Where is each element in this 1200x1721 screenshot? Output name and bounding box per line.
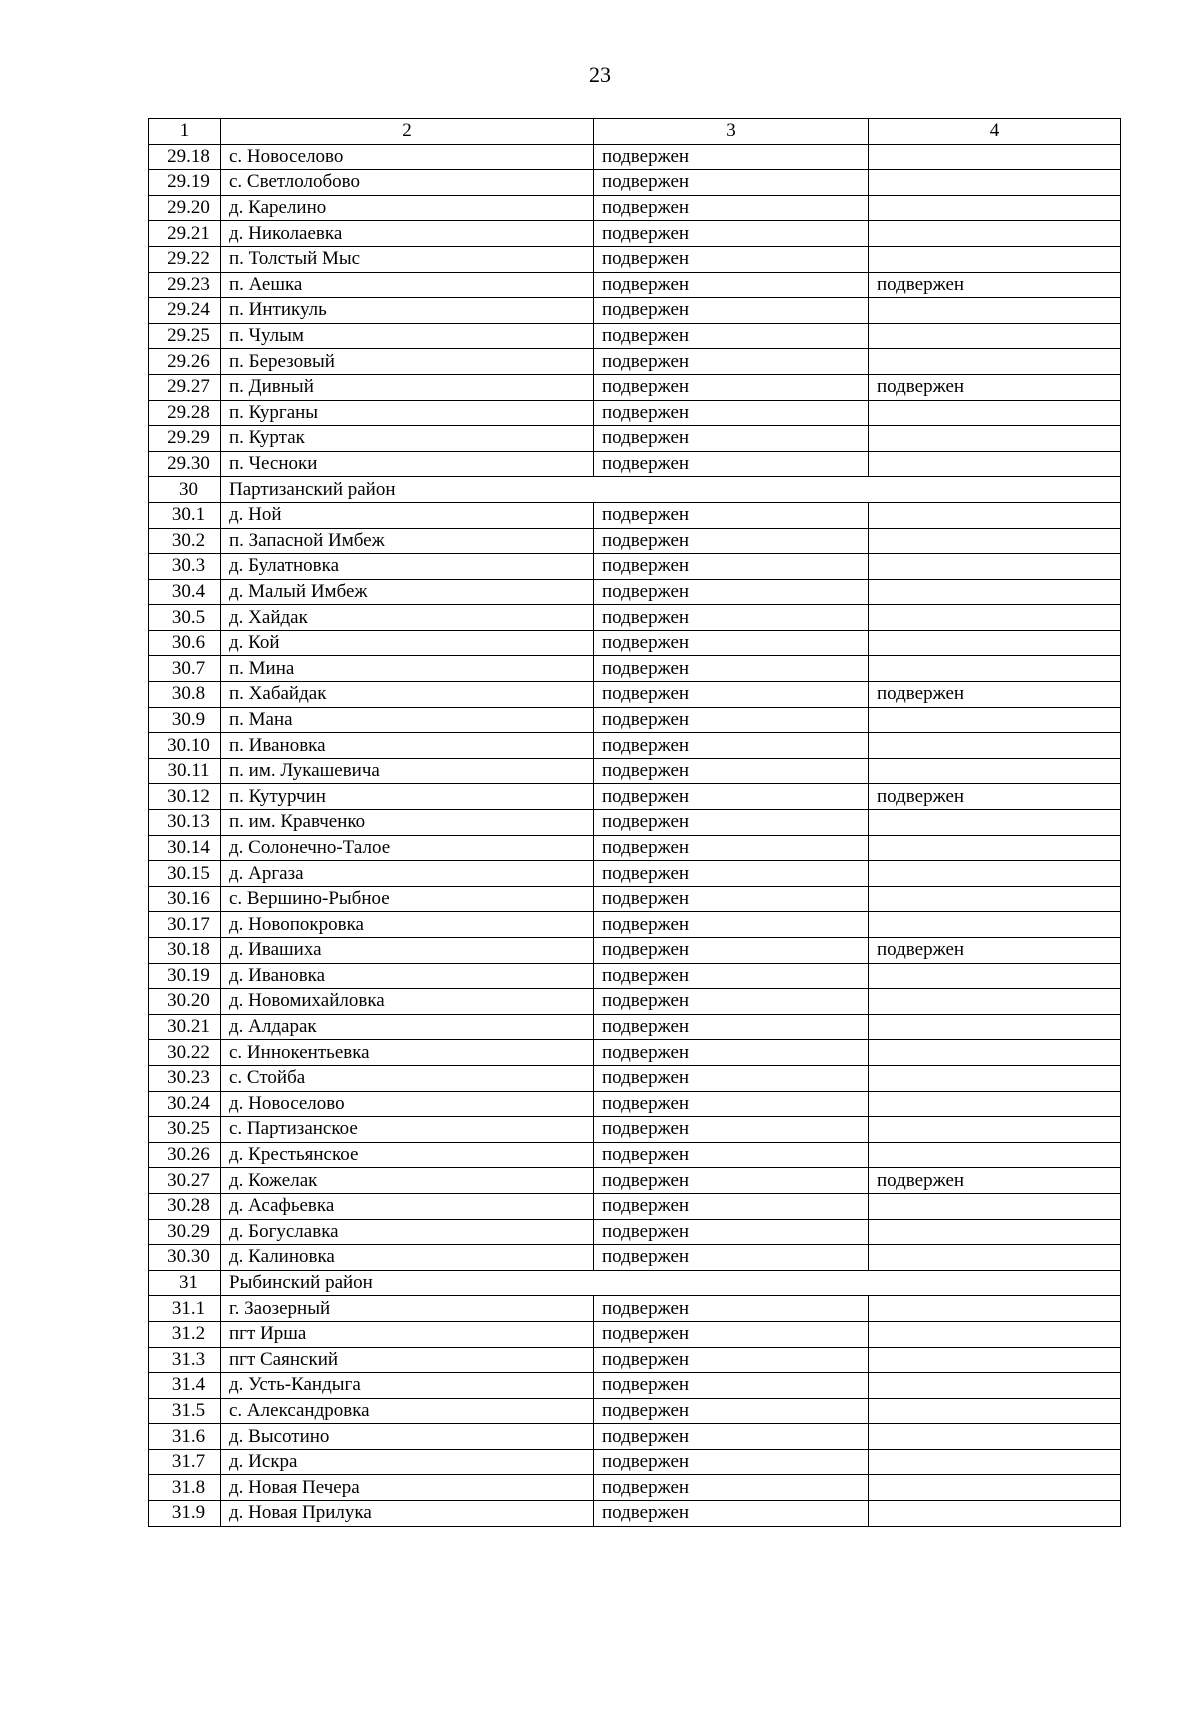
table-header-row	[149, 119, 1121, 145]
row-number: 30.25	[149, 1117, 221, 1143]
column-3-value: подвержен	[594, 144, 869, 170]
settlement-name: с. Иннокентьевка	[221, 1040, 594, 1066]
row-number: 30.2	[149, 528, 221, 554]
row-number: 31.1	[149, 1296, 221, 1322]
settlement-name: д. Крестьянское	[221, 1142, 594, 1168]
settlement-name: д. Ивашиха	[221, 938, 594, 964]
header-cell-3: 3	[594, 119, 869, 145]
row-number: 30.16	[149, 886, 221, 912]
column-4-value	[869, 323, 1121, 349]
settlement-name: д. Солонечно-Талое	[221, 835, 594, 861]
settlement-name: д. Усть-Кандыга	[221, 1373, 594, 1399]
column-4-value	[869, 733, 1121, 759]
column-4-value	[869, 1193, 1121, 1219]
table-row	[149, 554, 1121, 580]
settlement-name: д. Искра	[221, 1449, 594, 1475]
table-row	[149, 1373, 1121, 1399]
table-row	[149, 1168, 1121, 1194]
settlement-name: д. Хайдак	[221, 605, 594, 631]
column-3-value: подвержен	[594, 1245, 869, 1271]
table-row	[149, 1193, 1121, 1219]
settlement-name: п. им. Лукашевича	[221, 758, 594, 784]
settlement-name: д. Кой	[221, 630, 594, 656]
table-row	[149, 1091, 1121, 1117]
row-number: 29.24	[149, 298, 221, 324]
row-number: 29.25	[149, 323, 221, 349]
row-number: 30.12	[149, 784, 221, 810]
column-4-value	[869, 144, 1121, 170]
table-row	[149, 528, 1121, 554]
table-row	[149, 784, 1121, 810]
row-number: 29.18	[149, 144, 221, 170]
column-3-value: подвержен	[594, 1168, 869, 1194]
settlement-name: д. Асафьевка	[221, 1193, 594, 1219]
settlement-name: д. Калиновка	[221, 1245, 594, 1271]
settlement-name: п. Интикуль	[221, 298, 594, 324]
column-3-value: подвержен	[594, 1347, 869, 1373]
table-row	[149, 1142, 1121, 1168]
table-row	[149, 810, 1121, 836]
table-row	[149, 1475, 1121, 1501]
table-body	[149, 119, 1121, 1527]
row-number: 30.30	[149, 1245, 221, 1271]
table-row	[149, 400, 1121, 426]
column-3-value: подвержен	[594, 605, 869, 631]
column-4-value	[869, 912, 1121, 938]
column-3-value: подвержен	[594, 1501, 869, 1527]
table-row	[149, 272, 1121, 298]
column-4-value	[869, 579, 1121, 605]
section-title: Рыбинский район	[221, 1270, 1121, 1296]
column-4-value	[869, 1373, 1121, 1399]
column-4-value	[869, 963, 1121, 989]
row-number: 30.19	[149, 963, 221, 989]
row-number: 29.30	[149, 451, 221, 477]
settlement-name: с. Вершино-Рыбное	[221, 886, 594, 912]
table-row	[149, 1398, 1121, 1424]
settlement-name: п. Хабайдак	[221, 682, 594, 708]
column-4-value	[869, 1091, 1121, 1117]
column-4-value	[869, 1117, 1121, 1143]
table-row	[149, 246, 1121, 272]
table-row	[149, 323, 1121, 349]
column-4-value	[869, 861, 1121, 887]
table-row	[149, 170, 1121, 196]
column-3-value: подвержен	[594, 374, 869, 400]
settlement-name: д. Высотино	[221, 1424, 594, 1450]
column-4-value: подвержен	[869, 272, 1121, 298]
settlement-name: п. Ивановка	[221, 733, 594, 759]
column-3-value: подвержен	[594, 1321, 869, 1347]
settlements-table	[148, 118, 1121, 1527]
row-number: 30.13	[149, 810, 221, 836]
row-number: 29.22	[149, 246, 221, 272]
column-4-value	[869, 451, 1121, 477]
column-3-value: подвержен	[594, 938, 869, 964]
section-number: 30	[149, 477, 221, 503]
header-cell-4: 4	[869, 119, 1121, 145]
table-row	[149, 656, 1121, 682]
column-4-value	[869, 989, 1121, 1015]
column-3-value: подвержен	[594, 1117, 869, 1143]
settlement-name: д. Новая Печера	[221, 1475, 594, 1501]
row-number: 30.1	[149, 502, 221, 528]
table-row	[149, 1501, 1121, 1527]
settlement-name: п. им. Кравченко	[221, 810, 594, 836]
row-number: 30.4	[149, 579, 221, 605]
column-3-value: подвержен	[594, 502, 869, 528]
column-4-value	[869, 1245, 1121, 1271]
row-number: 30.11	[149, 758, 221, 784]
column-3-value: подвержен	[594, 963, 869, 989]
column-4-value	[869, 1040, 1121, 1066]
row-number: 31.2	[149, 1321, 221, 1347]
column-3-value: подвержен	[594, 272, 869, 298]
row-number: 31.3	[149, 1347, 221, 1373]
column-4-value	[869, 1475, 1121, 1501]
column-3-value: подвержен	[594, 835, 869, 861]
settlement-name: п. Березовый	[221, 349, 594, 375]
settlement-name: пгт Ирша	[221, 1321, 594, 1347]
column-3-value: подвержен	[594, 861, 869, 887]
row-number: 30.28	[149, 1193, 221, 1219]
section-row	[149, 477, 1121, 503]
settlement-name: д. Алдарак	[221, 1014, 594, 1040]
column-4-value	[869, 400, 1121, 426]
row-number: 30.27	[149, 1168, 221, 1194]
row-number: 29.20	[149, 195, 221, 221]
settlement-name: п. Дивный	[221, 374, 594, 400]
column-4-value	[869, 221, 1121, 247]
settlement-name: п. Чесноки	[221, 451, 594, 477]
column-4-value	[869, 1142, 1121, 1168]
table-row	[149, 451, 1121, 477]
column-3-value: подвержен	[594, 886, 869, 912]
column-4-value	[869, 426, 1121, 452]
column-4-value: подвержен	[869, 784, 1121, 810]
settlement-name: с. Стойба	[221, 1065, 594, 1091]
column-3-value: подвержен	[594, 554, 869, 580]
column-4-value: подвержен	[869, 374, 1121, 400]
settlement-name: п. Курганы	[221, 400, 594, 426]
row-number: 30.21	[149, 1014, 221, 1040]
table-row	[149, 1117, 1121, 1143]
column-3-value: подвержен	[594, 1219, 869, 1245]
column-3-value: подвержен	[594, 1142, 869, 1168]
table-row	[149, 221, 1121, 247]
column-4-value	[869, 1014, 1121, 1040]
table-row	[149, 195, 1121, 221]
table-row	[149, 1424, 1121, 1450]
row-number: 30.9	[149, 707, 221, 733]
row-number: 30.23	[149, 1065, 221, 1091]
row-number: 29.27	[149, 374, 221, 400]
table-row	[149, 835, 1121, 861]
page-number: 23	[589, 62, 611, 87]
column-3-value: подвержен	[594, 707, 869, 733]
column-3-value: подвержен	[594, 528, 869, 554]
column-3-value: подвержен	[594, 170, 869, 196]
column-3-value: подвержен	[594, 1091, 869, 1117]
section-row	[149, 1270, 1121, 1296]
row-number: 29.28	[149, 400, 221, 426]
row-number: 31.8	[149, 1475, 221, 1501]
row-number: 30.10	[149, 733, 221, 759]
table-row	[149, 963, 1121, 989]
column-4-value	[869, 758, 1121, 784]
row-number: 29.19	[149, 170, 221, 196]
section-number: 31	[149, 1270, 221, 1296]
settlement-name: п. Запасной Имбеж	[221, 528, 594, 554]
column-3-value: подвержен	[594, 682, 869, 708]
table-row	[149, 682, 1121, 708]
settlement-name: д. Малый Имбеж	[221, 579, 594, 605]
row-number: 30.8	[149, 682, 221, 708]
settlement-name: с. Новоселово	[221, 144, 594, 170]
column-3-value: подвержен	[594, 451, 869, 477]
column-4-value	[869, 349, 1121, 375]
row-number: 30.15	[149, 861, 221, 887]
column-4-value	[869, 1321, 1121, 1347]
table-row	[149, 1065, 1121, 1091]
section-title: Партизанский район	[221, 477, 1121, 503]
column-3-value: подвержен	[594, 1193, 869, 1219]
settlement-name: д. Карелино	[221, 195, 594, 221]
column-3-value: подвержен	[594, 298, 869, 324]
table-row	[149, 1219, 1121, 1245]
table-row	[149, 938, 1121, 964]
table-row	[149, 1014, 1121, 1040]
column-3-value: подвержен	[594, 630, 869, 656]
settlement-name: п. Чулым	[221, 323, 594, 349]
table-row	[149, 426, 1121, 452]
row-number: 30.20	[149, 989, 221, 1015]
column-3-value: подвержен	[594, 758, 869, 784]
header-cell-2: 2	[221, 119, 594, 145]
column-4-value	[869, 554, 1121, 580]
row-number: 30.18	[149, 938, 221, 964]
column-3-value: подвержен	[594, 656, 869, 682]
table-row	[149, 1347, 1121, 1373]
table-row	[149, 758, 1121, 784]
settlement-name: с. Светлолобово	[221, 170, 594, 196]
column-4-value	[869, 1219, 1121, 1245]
column-4-value	[869, 298, 1121, 324]
table-row	[149, 630, 1121, 656]
column-3-value: подвержен	[594, 1398, 869, 1424]
column-3-value: подвержен	[594, 349, 869, 375]
table-row	[149, 1321, 1121, 1347]
column-3-value: подвержен	[594, 323, 869, 349]
settlement-name: д. Новоселово	[221, 1091, 594, 1117]
column-3-value: подвержен	[594, 579, 869, 605]
table-row	[149, 144, 1121, 170]
settlement-name: д. Ивановка	[221, 963, 594, 989]
settlement-name: д. Богуславка	[221, 1219, 594, 1245]
row-number: 30.5	[149, 605, 221, 631]
table-row	[149, 989, 1121, 1015]
column-3-value: подвержен	[594, 733, 869, 759]
column-3-value: подвержен	[594, 246, 869, 272]
column-4-value: подвержен	[869, 938, 1121, 964]
table-row	[149, 605, 1121, 631]
column-3-value: подвержен	[594, 1014, 869, 1040]
row-number: 29.23	[149, 272, 221, 298]
column-4-value	[869, 1347, 1121, 1373]
table-row	[149, 886, 1121, 912]
row-number: 30.29	[149, 1219, 221, 1245]
column-4-value	[869, 886, 1121, 912]
row-number: 30.24	[149, 1091, 221, 1117]
column-4-value	[869, 246, 1121, 272]
column-3-value: подвержен	[594, 784, 869, 810]
column-3-value: подвержен	[594, 810, 869, 836]
settlement-name: п. Толстый Мыс	[221, 246, 594, 272]
settlement-name: п. Аешка	[221, 272, 594, 298]
table-row	[149, 502, 1121, 528]
column-3-value: подвержен	[594, 1065, 869, 1091]
row-number: 30.26	[149, 1142, 221, 1168]
column-3-value: подвержен	[594, 1296, 869, 1322]
table-row	[149, 1245, 1121, 1271]
table-row	[149, 579, 1121, 605]
column-4-value	[869, 1449, 1121, 1475]
column-3-value: подвержен	[594, 221, 869, 247]
column-4-value	[869, 1398, 1121, 1424]
settlement-name: д. Кожелак	[221, 1168, 594, 1194]
settlement-name: д. Новая Прилука	[221, 1501, 594, 1527]
row-number: 30.17	[149, 912, 221, 938]
column-3-value: подвержен	[594, 1040, 869, 1066]
settlement-name: д. Новопокровка	[221, 912, 594, 938]
table-row	[149, 912, 1121, 938]
column-4-value	[869, 1296, 1121, 1322]
column-4-value	[869, 528, 1121, 554]
row-number: 30.3	[149, 554, 221, 580]
column-3-value: подвержен	[594, 1424, 869, 1450]
header-cell-1: 1	[149, 119, 221, 145]
settlement-name: д. Булатновка	[221, 554, 594, 580]
settlement-name: г. Заозерный	[221, 1296, 594, 1322]
settlement-name: д. Ной	[221, 502, 594, 528]
table-row	[149, 861, 1121, 887]
table-row	[149, 1040, 1121, 1066]
row-number: 29.26	[149, 349, 221, 375]
column-4-value	[869, 656, 1121, 682]
settlement-name: д. Аргаза	[221, 861, 594, 887]
column-4-value	[869, 502, 1121, 528]
table-row	[149, 733, 1121, 759]
table-row	[149, 374, 1121, 400]
settlement-name: п. Мана	[221, 707, 594, 733]
row-number: 29.29	[149, 426, 221, 452]
column-4-value	[869, 707, 1121, 733]
column-3-value: подвержен	[594, 1373, 869, 1399]
row-number: 29.21	[149, 221, 221, 247]
column-4-value	[869, 170, 1121, 196]
column-3-value: подвержен	[594, 195, 869, 221]
column-4-value: подвержен	[869, 1168, 1121, 1194]
row-number: 31.7	[149, 1449, 221, 1475]
settlement-name: с. Александровка	[221, 1398, 594, 1424]
column-3-value: подвержен	[594, 1475, 869, 1501]
column-4-value	[869, 1501, 1121, 1527]
column-3-value: подвержен	[594, 400, 869, 426]
column-3-value: подвержен	[594, 912, 869, 938]
settlement-name: д. Николаевка	[221, 221, 594, 247]
column-3-value: подвержен	[594, 426, 869, 452]
settlement-name: с. Партизанское	[221, 1117, 594, 1143]
column-4-value: подвержен	[869, 682, 1121, 708]
row-number: 31.9	[149, 1501, 221, 1527]
column-4-value	[869, 835, 1121, 861]
row-number: 31.4	[149, 1373, 221, 1399]
row-number: 30.14	[149, 835, 221, 861]
settlement-name: п. Кутурчин	[221, 784, 594, 810]
table-row	[149, 298, 1121, 324]
table-row	[149, 1449, 1121, 1475]
row-number: 31.5	[149, 1398, 221, 1424]
row-number: 30.6	[149, 630, 221, 656]
row-number: 31.6	[149, 1424, 221, 1450]
settlement-name: п. Куртак	[221, 426, 594, 452]
table-row	[149, 1296, 1121, 1322]
table-row	[149, 349, 1121, 375]
column-4-value	[869, 1424, 1121, 1450]
column-4-value	[869, 810, 1121, 836]
row-number: 30.7	[149, 656, 221, 682]
column-3-value: подвержен	[594, 1449, 869, 1475]
settlement-name: пгт Саянский	[221, 1347, 594, 1373]
column-4-value	[869, 195, 1121, 221]
settlement-name: п. Мина	[221, 656, 594, 682]
column-4-value	[869, 630, 1121, 656]
column-4-value	[869, 1065, 1121, 1091]
row-number: 30.22	[149, 1040, 221, 1066]
column-4-value	[869, 605, 1121, 631]
column-3-value: подвержен	[594, 989, 869, 1015]
table-row	[149, 707, 1121, 733]
settlement-name: д. Новомихайловка	[221, 989, 594, 1015]
